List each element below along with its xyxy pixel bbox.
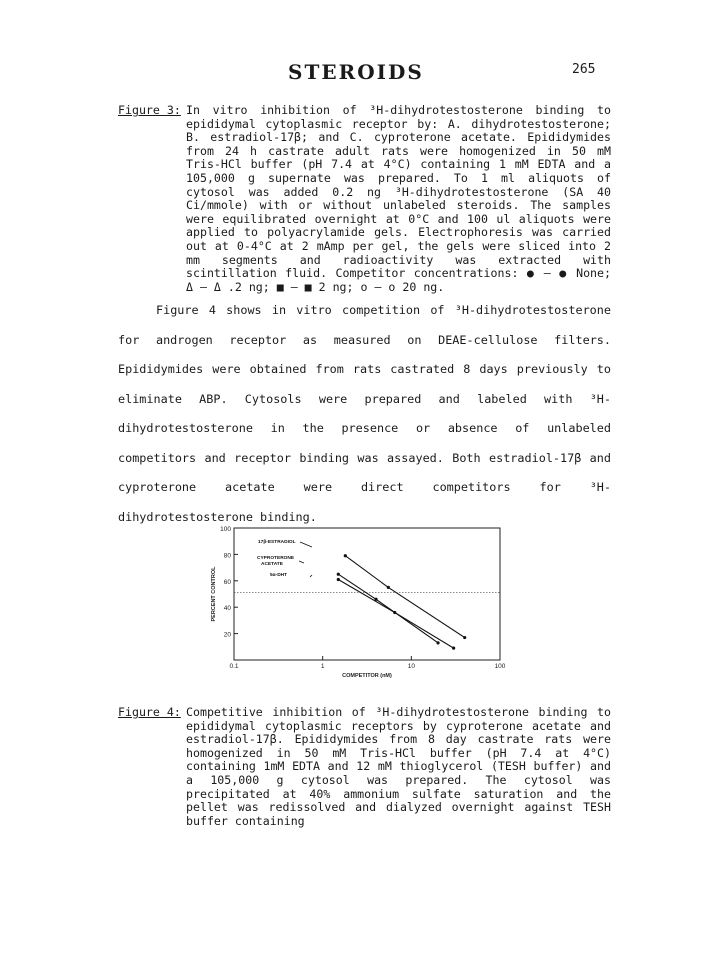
figure-4-text: Competitive inhibition of ³H-dihydrotestosterone binding to epididymal cytoplasmic receptors by cyproterone acetate and estradiol-17β. Epididymides from 8 day castrate rats were homogenized in 50 mM Tris-HCl buffer (pH 7.4 at 4°C) containing 1mM EDTA and 12 mM thioglycerol (TESH buffer) and a 105,000 g cytosol was prepared. The cytosol was precipitated at 40% ammonium sulfate saturation and the pellet was redissolved and dialyzed overnight against TESH buffer containing [186,705,611,828]
y-tick-label: 80 [223,552,231,560]
data-point [337,573,340,576]
data-point [452,647,455,650]
data-point [337,578,340,581]
data-point [344,554,347,557]
series-label: CYPROTERONE [257,556,295,561]
x-axis-label: COMPETITOR (nM) [342,673,392,679]
running-header [0,60,720,82]
series-label: 17β-ESTRADIOL [258,540,296,545]
data-point [374,598,377,601]
figure-3-text: In vitro inhibition of ³H-dihydrotestosterone binding to epididymal cytoplasmic receptor by: A. dihydrotestosterone; B. estradiol-17β; and C. cyproterone acetate. Epididymides from 24 h castrate adult rats were homogenized in 50 mM Tris-HCl buffer (pH 7.4 at 4°C) containing 1 mM EDTA and a 105,000 g supernate was prepared. To 1 ml aliquots of cytosol was added 0.2 ng ³H-dihydrotestosterone (SA 40 Ci/mmole) with or without unlabeled steroids. The samples were equilibrated overnight at 0°C and 100 ul aliquots were applied to polyacrylamide gels. Electrophoresis was carried out at 0-4°C at 2 mAmp per gel, the gels were sliced into 2 mm segments and radioactivity was extracted with scintillation fluid. Competitor concentrations: ● — ● None; Δ — Δ .2 ng; ■ — ■ 2 ng; o — o 20 ng. [186,103,611,294]
series-line [338,579,453,648]
plot-frame [234,528,500,660]
x-tick-label: 1 [320,663,325,670]
body-paragraph: Figure 4 shows in vitro competition of ³H-dihydrotestosterone for androgen receptor as measured on DEAE-cellulose filters. Epididymides were obtained from rats castrated 8 days previously to eliminate ABP. Cytosols were prepared and labeled with ³H-dihydrotestosterone in the presence or absence of unlabeled competitors and receptor binding was assayed. Both estradiol-17β and cyproterone acetate were direct competitors for ³H-dihydrotestosterone binding. [118,303,611,524]
x-tick-label: 0.1 [229,663,239,670]
series-label: 5α-DHT [270,573,288,578]
data-point [387,586,390,589]
series-line [338,574,438,643]
figure-4-label: Figure 4: [118,705,181,719]
figure-3-label: Figure 3: [118,103,181,117]
x-tick-label: 100 [494,663,506,670]
series-line [345,556,464,638]
y-axis-label: PERCENT CONTROL [211,566,217,622]
label-leader-line [310,575,312,577]
journal-title: STEROIDS [288,60,424,84]
data-point [393,611,396,614]
page-number: 265 [572,62,596,77]
x-tick-label: 10 [407,663,415,670]
data-point [463,636,466,639]
label-leader-line [299,561,304,563]
y-tick-label: 100 [220,526,231,533]
y-tick-label: 60 [223,578,231,586]
series-label: ACETATE [261,562,283,567]
y-tick-label: 20 [223,631,231,639]
data-point [436,641,439,644]
label-leader-line [300,542,312,547]
y-tick-label: 40 [223,605,231,613]
